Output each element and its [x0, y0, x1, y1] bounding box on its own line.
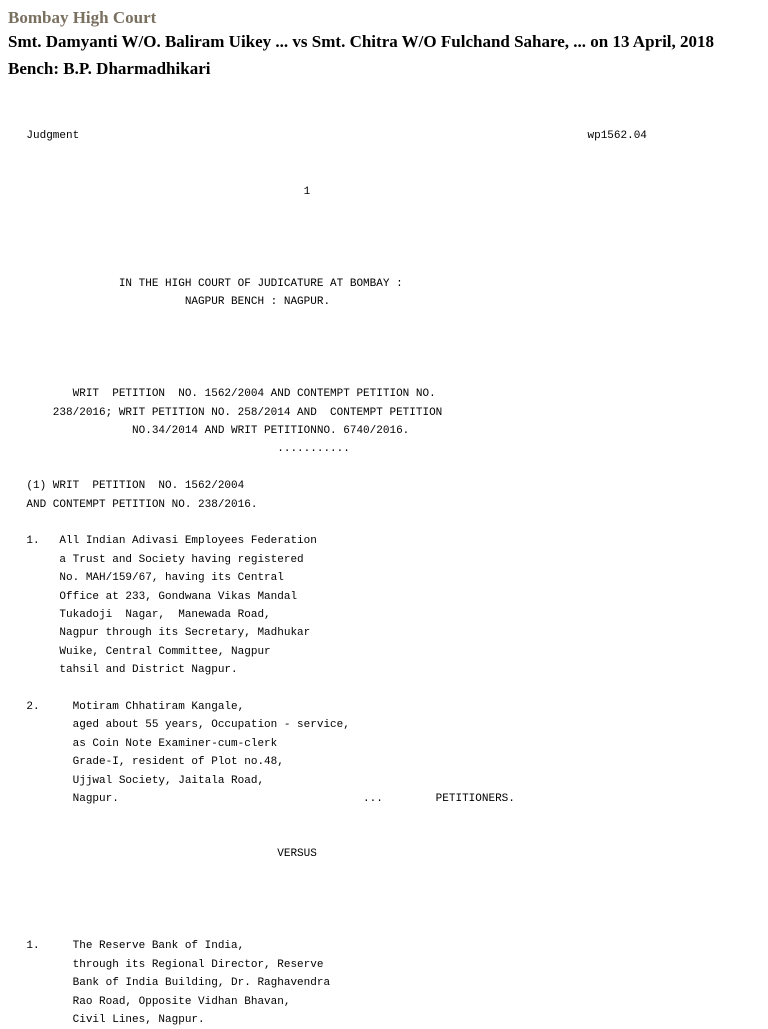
document-header: [8, 8, 760, 79]
judgment-body: Judgment wp1562.04 1 IN THE HIGH COURT OF JUDICATURE AT BOMBAY : NAGPUR BENCH : NAGPUR. WRIT PETITION NO. 1562/2004 AND CONTEMPT PETITION NO. 238/2016; WRIT PETITION NO. 258/2014 AND CONTEMPT PETITION NO.34/2014 AND WRIT PETITIONNO. 6740/2016. ........... (1) WRIT PETITION NO. 1562/2004 AND CONTEMPT PETITION NO. 238/2016. 1. All Indian Adivasi Employees Federation a Trust and Society having registered No. MAH/159/67, having its Central Office at 233, Gondwana Vikas Mandal Tukadoji Nagar, Manewada Road, Nagpur through its Secretary, Madhukar Wuike, Central Committee, Nagpur tahsil and District Nagpur. 2. Motiram Chhatiram Kangale, aged about 55 years, Occupation - service, as Coin Note Examiner-cum-clerk Grade-I, resident of Plot no.48, Ujjwal Society, Jaitala Road, Nagpur. ... PETITIONERS. VERSUS 1. The Reserve Bank of India, through its Regional Director, Reserve Bank of India Building, Dr. Raghavendra Rao Road, Opposite Vidhan Bhavan, Civil Lines, Nagpur.: [26, 130, 647, 1026]
case-title: Smt. Damyanti W/O. Baliram Uikey ... vs Smt. Chitra W/O Fulchand Sahare, ... on 13 April, 2018: [8, 32, 715, 51]
court-name: Bombay High Court: [8, 8, 157, 27]
bench-line: Bench: B.P. Dharmadhikari: [8, 59, 211, 78]
